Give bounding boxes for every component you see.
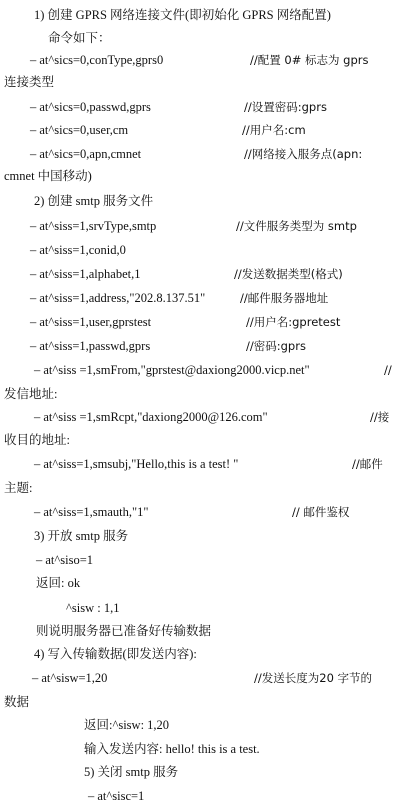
text-line xyxy=(0,500,404,524)
line-comment: //密码:gprs xyxy=(246,339,306,353)
text-line xyxy=(0,713,404,737)
line-comment: // xyxy=(384,363,392,377)
line-text: 发信地址: xyxy=(4,387,58,401)
text-line xyxy=(0,476,404,500)
line-comment: //接 xyxy=(370,410,390,424)
text-line xyxy=(0,310,404,334)
line-text: cmnet 中国移动) xyxy=(4,169,92,183)
line-text: ^sisw : 1,1 xyxy=(66,601,120,615)
line-text: 返回: ok xyxy=(36,576,81,590)
line-text: 连接类型 xyxy=(4,75,55,89)
line-comment: //发送数据类型(格式) xyxy=(234,267,343,281)
line-text: 1) 创建 GPRS 网络连接文件(即初始化 GPRS 网络配置) xyxy=(34,8,331,22)
text-line xyxy=(0,3,404,27)
line-text: 2) 创建 smtp 服务文件 xyxy=(34,194,154,208)
line-text: 返回:^sisw: 1,20 xyxy=(84,718,170,732)
line-comment: //设置密码:gprs xyxy=(244,100,327,114)
text-line xyxy=(0,214,404,238)
text-line xyxy=(0,48,404,72)
line-text: 主题: xyxy=(4,481,33,495)
line-text: 则说明服务器已准备好传输数据 xyxy=(36,624,212,638)
text-line xyxy=(0,548,404,572)
text-line xyxy=(0,405,404,429)
text-line xyxy=(0,596,404,620)
line-comment: //邮件 xyxy=(352,457,383,471)
text-line xyxy=(0,524,404,548)
text-line xyxy=(0,452,404,476)
line-text: – at^siss =1,smFrom,"gprstest@daxiong2000.vicp.net" xyxy=(34,363,310,377)
line-text: – at^siss=1,srvType,smtp xyxy=(30,219,157,233)
text-line xyxy=(0,619,404,643)
line-text: – at^sics=0,user,cm xyxy=(30,123,129,137)
text-line xyxy=(0,95,404,119)
line-text: – at^sisw=1,20 xyxy=(32,671,108,685)
text-line xyxy=(0,737,404,761)
text-line xyxy=(0,760,404,784)
line-text: – at^sics=0,apn,cmnet xyxy=(30,147,142,161)
text-line xyxy=(0,262,404,286)
line-text: – at^siss=1,passwd,gprs xyxy=(30,339,151,353)
line-text: – at^siss=1,user,gprstest xyxy=(30,315,152,329)
text-line xyxy=(0,690,404,714)
line-text: – at^sisc=1 xyxy=(88,789,145,803)
line-text: 数据 xyxy=(4,695,30,709)
text-line xyxy=(0,642,404,666)
line-text: – at^sics=0,conType,gprs0 xyxy=(30,53,164,67)
line-comment: //网络接入服务点(apn: xyxy=(244,147,363,161)
line-comment: //用户名:gpretest xyxy=(246,315,341,329)
text-line xyxy=(0,428,404,452)
text-line xyxy=(0,784,404,808)
text-line xyxy=(0,358,404,382)
text-line xyxy=(0,189,404,213)
line-text: – at^siss =1,smRcpt,"daxiong2000@126.com" xyxy=(34,410,268,424)
text-line xyxy=(0,70,404,94)
text-line xyxy=(0,286,404,310)
line-comment: //配置 0# 标志为 gprs xyxy=(250,53,369,67)
line-comment: //文件服务类型为 smtp xyxy=(236,219,357,233)
line-comment: // 邮件鉴权 xyxy=(292,505,350,519)
text-line xyxy=(0,26,404,50)
line-text: 5) 关闭 smtp 服务 xyxy=(84,765,179,779)
line-text: 4) 写入传输数据(即发送内容): xyxy=(34,647,197,661)
text-line xyxy=(0,334,404,358)
line-text: – at^siss=1,address,"202.8.137.51" xyxy=(30,291,206,305)
line-comment: //邮件服务器地址 xyxy=(240,291,329,305)
line-text: 收目的地址: xyxy=(4,433,70,447)
line-text: 输入发送内容: hello! this is a test. xyxy=(84,742,260,756)
text-line xyxy=(0,164,404,188)
text-line xyxy=(0,118,404,142)
text-line xyxy=(0,382,404,406)
line-text: – at^siss=1,alphabet,1 xyxy=(30,267,141,281)
line-text: – at^siss=1,smauth,"1" xyxy=(34,505,149,519)
text-line xyxy=(0,142,404,166)
line-text: – at^siso=1 xyxy=(36,553,94,567)
line-comment: //用户名:cm xyxy=(242,123,306,137)
line-text: 3) 开放 smtp 服务 xyxy=(34,529,129,543)
line-text: – at^siss=1,conid,0 xyxy=(30,243,126,257)
line-comment: //发送长度为20 字节的 xyxy=(254,671,373,685)
line-text: 命令如下： xyxy=(48,31,111,45)
line-text: – at^siss=1,smsubj,"Hello,this is a test! " xyxy=(34,457,239,471)
text-line xyxy=(0,666,404,690)
text-line xyxy=(0,238,404,262)
line-text: – at^sics=0,passwd,gprs xyxy=(30,100,151,114)
text-line xyxy=(0,571,404,595)
